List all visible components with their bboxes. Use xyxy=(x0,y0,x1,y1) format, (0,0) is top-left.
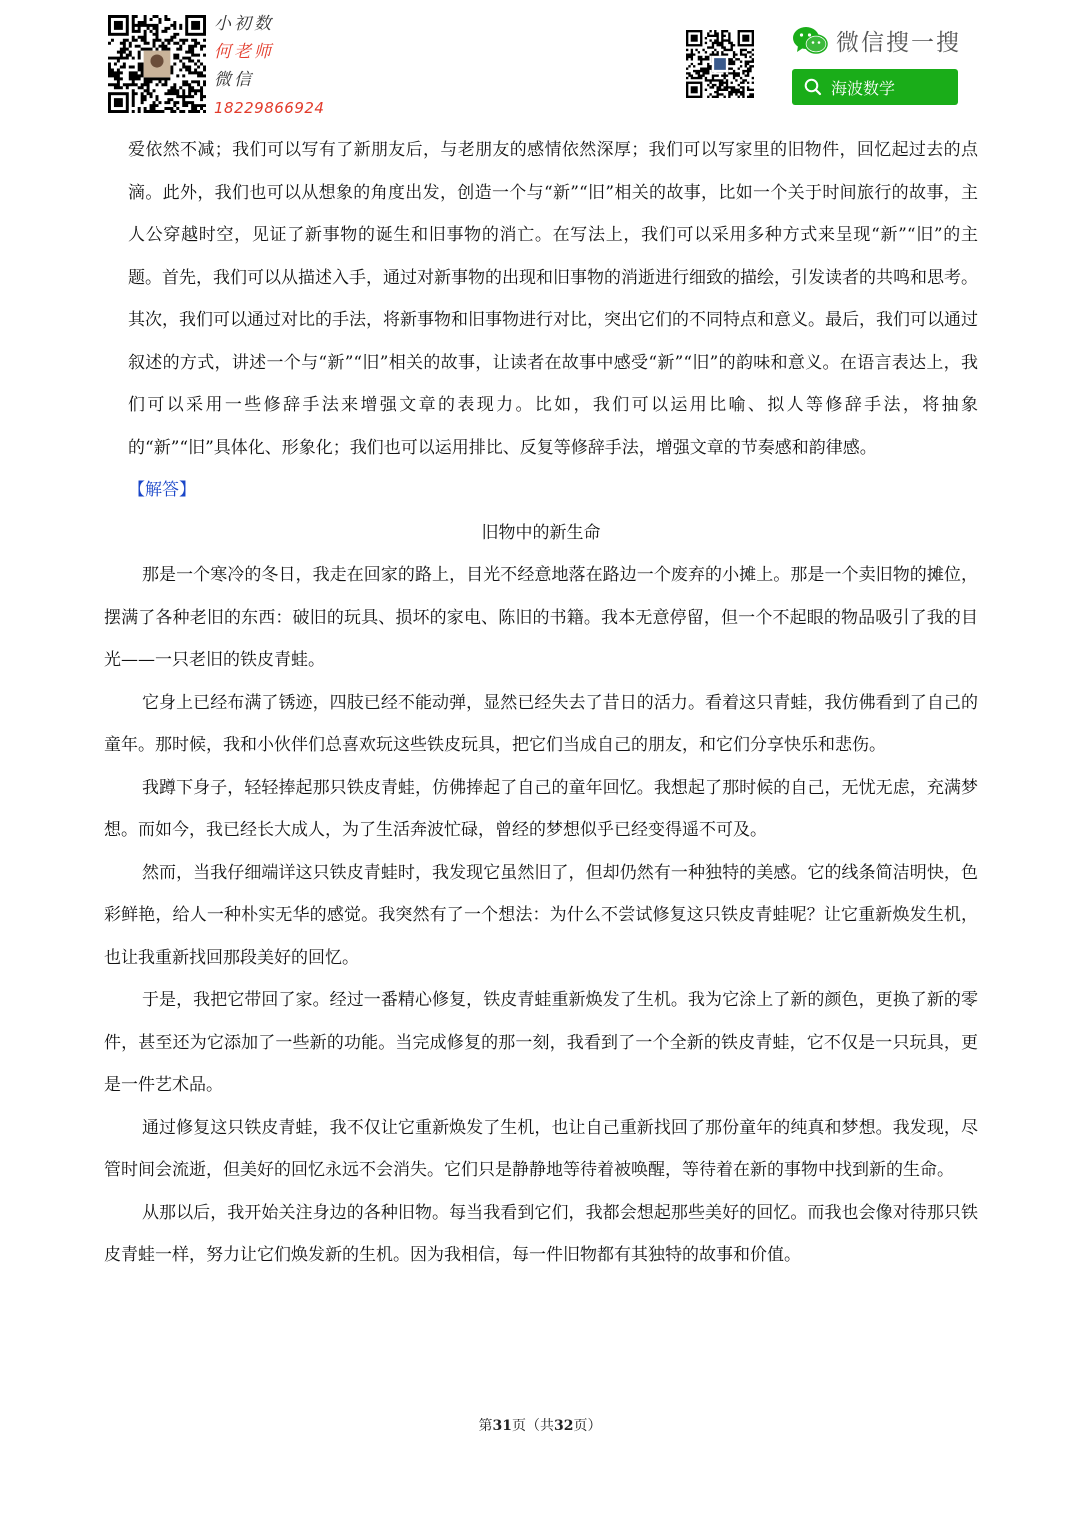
essay-paragraph-7: 从那以后，我开始关注身边的各种旧物。每当我看到它们，我都会想起那些美好的回忆。而我也会像对待那只铁皮青蛙一样，努力让它们焕发新的生机。因为我相信，每一件旧物都有其独特的故事和价值。 xyxy=(104,1202,978,1265)
contact-info xyxy=(214,10,344,122)
contact-line-3: 微信 xyxy=(214,70,254,90)
search-button-label: 海波数学 xyxy=(831,78,896,98)
total-pages-number: 32 xyxy=(554,1418,574,1434)
contact-phone: 18229866924 xyxy=(214,99,325,117)
essay-paragraph-6: 通过修复这只铁皮青蛙，我不仅让它重新焕发了生机，也让自己重新找回了那份童年的纯真和梦想。我发现，尽管时间会流逝，但美好的回忆永远不会消失。它们只是静静地等待着被唤醒，等待着在新的事物中找到新的生命。 xyxy=(104,1117,978,1180)
qr-code-icon xyxy=(108,15,206,113)
current-page-number: 31 xyxy=(492,1418,512,1434)
wechat-search-label: 微信搜一搜 xyxy=(836,30,961,56)
wechat-search-header xyxy=(792,24,961,57)
intro-paragraph: 爱依然不减；我们可以写有了新朋友后，与老朋友的感情依然深厚；我们可以写家里的旧物件，回忆起过去的点滴。此外，我们也可以从想象的角度出发，创造一个与“新”“旧”相关的故事，比如一个关于时间旅行的故事，主人公穿越时空，见证了新事物的诞生和旧事物的消亡。在写法上，我们可以采用多种方式来呈现“新”“旧”的主题。首先，我们可以从描述入手，通过对新事物的出现和旧事物的消逝进行细致的描绘，引发读者的共鸣和思考。其次，我们可以通过对比的手法，将新事物和旧事物进行对比，突出它们的不同特点和意义。最后，我们可以通过叙述的方式，讲述一个与“新”“旧”相关的故事，让读者在故事中感受“新”“旧”的韵味和意义。在语言表达上，我们可以采用一些修辞手法来增强文章的表现力。比如，我们可以运用比喻、拟人等修辞手法，将抽象的“新”“旧”具体化、形象化；我们也可以运用排比、反复等修辞手法，增强文章的节奏感和韵律感。 xyxy=(128,140,978,458)
essay-paragraph-1: 那是一个寒冷的冬日，我走在回家的路上，目光不经意地落在路边一个废弃的小摊上。那是一个卖旧物的摊位，摆满了各种老旧的东西：破旧的玩具、损坏的家电、陈旧的书籍。我本无意停留，但一个不起眼的物品吸引了我的目光——一只老旧的铁皮青蛙。 xyxy=(104,565,978,670)
essay-paragraph-4: 然而，当我仔细端详这只铁皮青蛙时，我发现它虽然旧了，但却仍然有一种独特的美感。它的线条简洁明快，色彩鲜艳，给人一种朴实无华的感觉。我突然有了一个想法：为什么不尝试修复这只铁皮青蛙呢？让它重新焕发生机，也让我重新找回那段美好的回忆。 xyxy=(104,862,978,968)
qr-code-left xyxy=(108,15,206,113)
search-button[interactable] xyxy=(792,69,958,105)
essay-paragraph-5: 于是，我把它带回了家。经过一番精心修复，铁皮青蛙重新焕发了生机。我为它涂上了新的颜色，更换了新的零件，甚至还为它添加了一些新的功能。当完成修复的那一刻，我看到了一个全新的铁皮青蛙，它不仅是一只玩具，更是一件艺术品。 xyxy=(104,990,978,1095)
search-icon xyxy=(804,78,822,96)
contact-line-1: 小初数 xyxy=(214,14,274,34)
essay-paragraph-3: 我蹲下身子，轻轻捧起那只铁皮青蛙，仿佛捧起了自己的童年回忆。我想起了那时候的自己，无忧无虑，充满梦想。而如今，我已经长大成人，为了生活奔波忙碌，曾经的梦想似乎已经变得遥不可及。 xyxy=(104,777,978,840)
contact-line-2: 何老师 xyxy=(214,42,274,62)
answer-label: 【解答】 xyxy=(128,480,196,500)
qr-code-right xyxy=(686,30,754,98)
wechat-logo-icon xyxy=(792,25,828,57)
footer-prefix: 第 xyxy=(478,1418,493,1434)
essay-title: 旧物中的新生命 xyxy=(481,522,601,543)
essay-paragraph-2: 它身上已经布满了锈迹，四肢已经不能动弹，显然已经失去了昔日的活力。看着这只青蛙，我仿佛看到了自己的童年。那时候，我和小伙伴们总喜欢玩这些铁皮玩具，把它们当成自己的朋友，和它们分享快乐和悲伤。 xyxy=(104,692,978,755)
qr-code-icon xyxy=(686,30,754,98)
footer-suffix: 页） xyxy=(573,1418,602,1434)
page-footer xyxy=(0,1416,1080,1436)
footer-middle: 页（共 xyxy=(512,1418,554,1434)
document-body xyxy=(104,129,978,1277)
